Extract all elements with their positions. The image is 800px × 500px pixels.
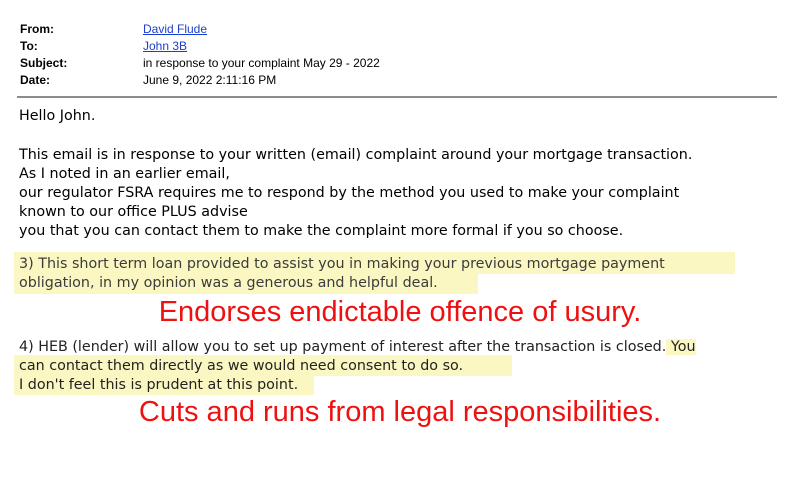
point-4-line: I don't feel this is prudent at this point. — [19, 377, 299, 393]
email-header — [20, 22, 380, 90]
point-4-line: 4) HEB (lender) will allow you to set up payment of interest after the transaction is closed. — [19, 339, 667, 355]
greeting: Hello John. — [19, 108, 96, 124]
point-4-highlight: You — [666, 339, 696, 355]
main-paragraph — [19, 146, 692, 241]
annotation-usury: Endorses endictable offence of usury. — [158, 296, 642, 328]
to-row — [20, 39, 380, 56]
main-line: our regulator FSRA requires me to respond by the method you used to make your complaint — [19, 185, 680, 201]
date-row — [20, 73, 380, 90]
main-line: As I noted in an earlier email, — [19, 166, 230, 182]
date-value: June 9, 2022 2:11:16 PM — [143, 73, 277, 87]
to-link[interactable]: John 3B — [143, 39, 188, 53]
annotation-responsibilities: Cuts and runs from legal responsibilities. — [138, 396, 662, 428]
from-label: From: — [20, 22, 54, 36]
header-divider — [17, 96, 777, 98]
point-3 — [19, 255, 665, 293]
point-4-line: can contact them directly as we would need consent to do so. — [19, 358, 464, 374]
subject-label: Subject: — [20, 56, 68, 70]
subject-value: in response to your complaint May 29 - 2022 — [143, 56, 380, 70]
point-3-line: obligation, in my opinion was a generous and helpful deal. — [19, 275, 438, 291]
to-label: To: — [20, 39, 38, 53]
main-line: This email is in response to your written (email) complaint around your mortgage transaction. — [19, 147, 693, 163]
from-row — [20, 22, 380, 39]
main-line: known to our office PLUS advise — [19, 204, 248, 220]
point-4 — [19, 338, 696, 395]
date-label: Date: — [20, 73, 51, 87]
from-link[interactable]: David Flude — [143, 22, 208, 36]
subject-row — [20, 56, 380, 73]
main-line: you that you can contact them to make the complaint more formal if you so choose. — [19, 223, 624, 239]
point-3-line: 3) This short term loan provided to assist you in making your previous mortgage payment — [19, 256, 665, 272]
